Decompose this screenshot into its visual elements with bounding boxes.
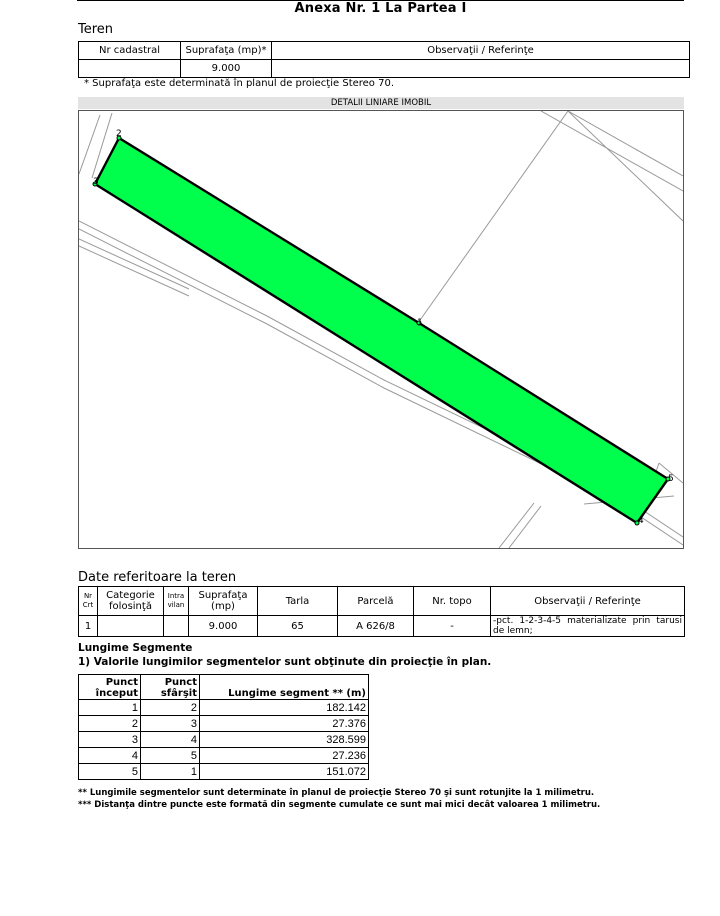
parcel-map [78, 110, 684, 549]
date-cell-nr: 1 [79, 616, 98, 637]
date-cell-tarla: 65 [258, 616, 338, 637]
map-svg [79, 111, 683, 548]
date-col-nr: Nr Crt [79, 587, 98, 616]
point-label-2: 2 [116, 129, 122, 139]
date-col-intravilan: Intra vilan [164, 587, 189, 616]
date-col-tarla: Tarla [258, 587, 338, 616]
segment-length: 151.072 [200, 764, 369, 780]
segment-end: 1 [141, 764, 200, 780]
segment-length: 27.376 [200, 716, 369, 732]
segment-length: 328.599 [200, 732, 369, 748]
segments-note-2: *** Distanţa dintre puncte este formată din segmente cumulate ce sunt mai mici decât valoarea 1 milimetru. [78, 800, 601, 810]
segment-start: 2 [79, 716, 141, 732]
point-label-1: 1 [417, 318, 423, 328]
table-row [79, 764, 369, 780]
date-cell-nrtopo: - [414, 616, 491, 637]
segment-end: 5 [141, 748, 200, 764]
teren-col-suprafata: Suprafaţa (mp)* [181, 42, 272, 60]
segment-start: 5 [79, 764, 141, 780]
teren-note: * Suprafaţa este determinată în planul de proiecţie Stereo 70. [84, 78, 395, 89]
date-col-obs: Observaţii / Referinţe [491, 587, 685, 616]
point-label-4: 4 [638, 516, 644, 526]
page-title: Anexa Nr. 1 La Partea I [294, 1, 467, 16]
date-cell-parcela: A 626/8 [338, 616, 414, 637]
teren-cell-suprafata: 9.000 [181, 60, 272, 78]
point-label-3: 3 [93, 177, 99, 187]
teren-col-observatii: Observaţii / Referinţe [272, 42, 690, 60]
segment-length: 27.236 [200, 748, 369, 764]
date-col-nrtopo: Nr. topo [414, 587, 491, 616]
segments-col-length: Lungime segment ** (m) [200, 675, 369, 700]
date-cell-suprafata: 9.000 [189, 616, 258, 637]
segment-start: 4 [79, 748, 141, 764]
segments-subheading: 1) Valorile lungimilor segmentelor sunt obţinute din proiecţie în plan. [78, 656, 492, 668]
date-col-parcela: Parcelă [338, 587, 414, 616]
segments-note-1: ** Lungimile segmentelor sunt determinate în planul de proiecţie Stereo 70 şi sunt rotunjite la 1 milimetru. [78, 788, 595, 798]
segments-col-end: Punct sfârşit [141, 675, 200, 700]
point-label-5: 5 [668, 474, 674, 484]
teren-cell-observatii [272, 60, 690, 78]
segment-start: 3 [79, 732, 141, 748]
date-cell-categorie [98, 616, 164, 637]
teren-cell-nr-cadastral [79, 60, 181, 78]
date-heading: Date referitoare la teren [78, 570, 237, 585]
teren-table [78, 41, 690, 78]
segment-end: 2 [141, 700, 200, 716]
parcel-polygon [95, 138, 668, 523]
date-col-categorie: Categorie folosinţă [98, 587, 164, 616]
segment-start: 1 [79, 700, 141, 716]
date-col-suprafata: Suprafaţa (mp) [189, 587, 258, 616]
segments-heading: Lungime Segmente [78, 642, 193, 654]
map-caption: DETALII LINIARE IMOBIL [78, 97, 684, 109]
segments-table [78, 674, 369, 780]
date-cell-obs: -pct. 1-2-3-4-5 materializate prin tarusi de lemn; [491, 616, 685, 637]
segments-col-start: Punct început [79, 675, 141, 700]
segment-end: 3 [141, 716, 200, 732]
table-row [79, 748, 369, 764]
date-table [78, 586, 685, 637]
teren-col-nr-cadastral: Nr cadastral [79, 42, 181, 60]
segment-length: 182.142 [200, 700, 369, 716]
teren-heading: Teren [78, 22, 114, 37]
segment-end: 4 [141, 732, 200, 748]
table-row [79, 700, 369, 716]
table-row [79, 732, 369, 748]
date-cell-intravilan [164, 616, 189, 637]
table-row [79, 716, 369, 732]
